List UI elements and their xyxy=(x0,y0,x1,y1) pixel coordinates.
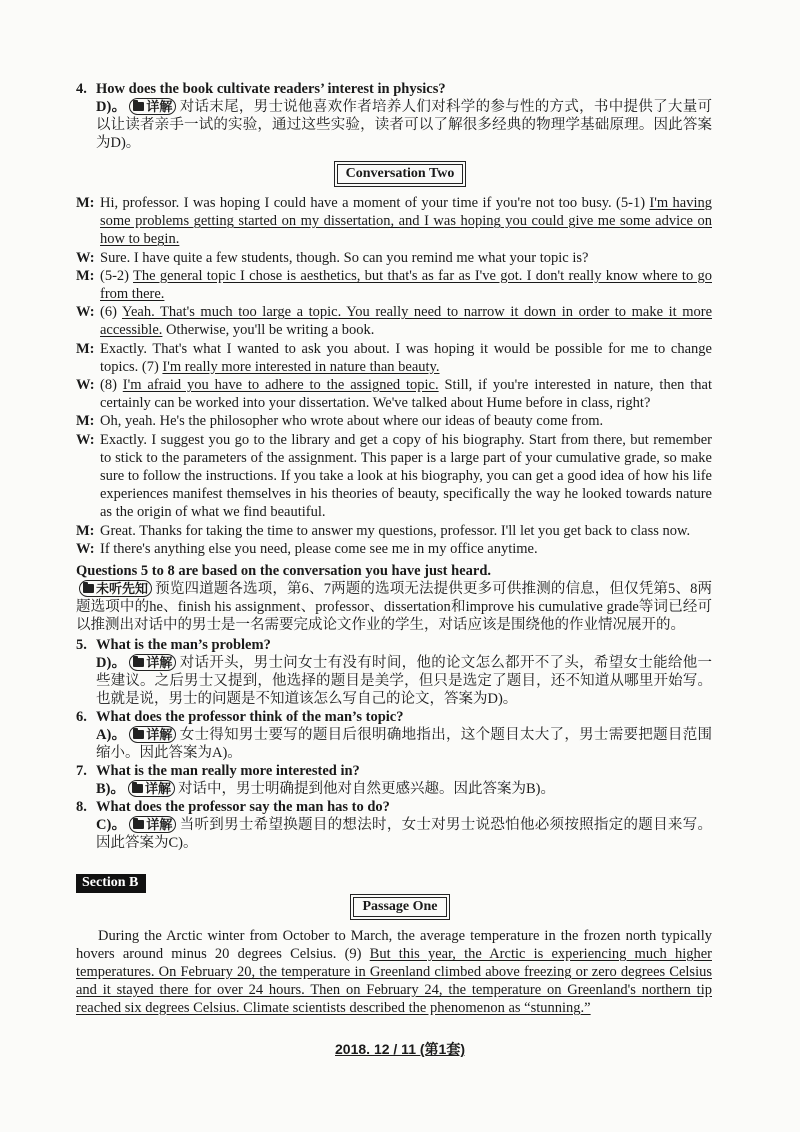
question-title xyxy=(76,762,712,780)
passage-title-text: Passage One xyxy=(353,897,446,917)
explanation-tag xyxy=(129,98,176,115)
explanation-text: 当听到男士希望换题目的想法时，女士对男士说恐怕他必须按照指定的题目来写。因此答案为C)。 xyxy=(96,817,712,852)
dialogue-line xyxy=(76,303,712,339)
answer-letter: D)。 xyxy=(96,99,127,115)
text-segment: Hi, professor. I was hoping I could have a moment of your time if you're not too busy. (5-1) xyxy=(100,195,650,211)
question-number: 6. xyxy=(76,709,87,726)
question-item xyxy=(76,762,712,798)
speaker-label: M: xyxy=(76,340,95,357)
explanation-text: 对话开头，男士问女士有没有时间，他的论文怎么都开不了头，希望女士能给他一些建议。之后男士又提到，他选择的题目是美学，但只是选定了题目，还不知道从哪里开始写。也就是说，男士的问题是不知道该怎么写自己的论文，答案为D)。 xyxy=(96,655,712,708)
answer-letter: D)。 xyxy=(96,655,127,672)
dialogue-line xyxy=(76,431,712,522)
dialogue-text xyxy=(100,303,712,339)
answer-explanation xyxy=(76,780,712,798)
folder-icon xyxy=(133,820,144,829)
speaker-label: M: xyxy=(76,413,95,430)
underlined-text: The general topic I chose is aesthetics, but that's as far as I've got. I don't really know where to go from there. xyxy=(100,267,712,303)
tag-label: 详解 xyxy=(145,781,172,797)
questions-section xyxy=(76,562,712,852)
underlined-text: I'm having some problems getting started on my dissertation, and I was hoping you could give me some advice on how to begin. xyxy=(100,195,712,248)
underlined-text: Yeah. That's much too large a topic. You really need to narrow it down in order to make it more accessible. xyxy=(100,304,713,339)
passage-title xyxy=(0,897,800,917)
folder-icon xyxy=(132,784,143,793)
question-number: 8. xyxy=(76,799,87,816)
dialogue-line xyxy=(76,249,712,267)
question-number: 4. xyxy=(76,81,87,97)
underlined-text: I'm really more interested in nature than beauty. xyxy=(162,358,440,375)
questions-intro: Questions 5 to 8 are based on the conversation you have just heard. xyxy=(76,563,492,580)
text-segment: Exactly. I suggest you go to the library and get a copy of his biography. Start from there, but remember to stick to the parameters of the assignment. This paper is a large part of your cumulative grade, so make sure to follow the instructions. If you take a look at his biography, you can get a good idea of how his life experiences manifest themselves in his theories of beauty, specifically the way he looked towards nature as the origin of what we find beautiful. xyxy=(100,431,712,521)
question-4 xyxy=(76,80,712,152)
dialogue-text xyxy=(100,431,712,522)
folder-icon xyxy=(133,730,144,739)
text-segment: (5-2) xyxy=(100,267,134,284)
question-text: What is the man’s problem? xyxy=(96,637,271,654)
dialogue-line xyxy=(76,194,712,249)
folder-icon xyxy=(83,584,94,593)
answer-explanation xyxy=(76,816,712,852)
dialogue-text xyxy=(100,340,712,376)
preview-text: 预览四道题各选项，第6、7两题的选项无法提供更多可供推测的信息，但仅凭第5、8两题选项中的he、finish his assignment、professor、dissertation和improve his cumulative grade等词已经可以推测出对话中的男士是一名需要完成论文作业的学生，对话应该是围绕他的作业情况展开的。 xyxy=(76,581,712,634)
explanation-text: 对话中，男士明确提到他对自然更感兴趣。因此答案为B)。 xyxy=(178,781,556,798)
text-segment: Sure. I have quite a few students, though. So can you remind me what your topic is? xyxy=(100,249,589,266)
question-item xyxy=(76,636,712,708)
dialogue-line xyxy=(76,540,712,558)
answer-letter: B)。 xyxy=(96,781,125,798)
question-number: 5. xyxy=(76,637,87,654)
explanation-tag xyxy=(129,654,176,671)
underlined-text: But this year, the Arctic is experiencing much higher temperatures. On February 20, the temperature in Greenland climbed above freezing or zero degrees Celsius and it stayed there for over 24 hours. Then on February 24, the temperature on Greenland's northern tip reached six degrees Celsius. Climate scientists described the phenomenon as “stunning.” xyxy=(76,946,712,1017)
section-b-label: Section B xyxy=(76,874,146,893)
speaker-label: M: xyxy=(76,195,95,211)
speaker-label: W: xyxy=(76,431,95,448)
text-segment: Great. Thanks for taking the time to answer my questions, professor. I'll let you get back to class now. xyxy=(100,522,691,539)
dialogue-transcript xyxy=(76,194,712,558)
speaker-label: M: xyxy=(76,522,95,539)
dialogue-line xyxy=(76,376,712,412)
tag-label: 未听先知 xyxy=(96,581,149,597)
speaker-label: W: xyxy=(76,540,95,557)
text-segment: If there's anything else you need, please come see me in my office anytime. xyxy=(100,540,538,557)
dialogue-text xyxy=(100,412,712,430)
question-item xyxy=(76,708,712,762)
question-item xyxy=(76,798,712,852)
question-text: What does the professor think of the man’s topic? xyxy=(96,709,404,726)
dialogue-line xyxy=(76,267,712,303)
explanation-tag xyxy=(129,726,176,743)
question-text: How does the book cultivate readers’ interest in physics? xyxy=(96,81,446,97)
explanation-tag xyxy=(128,780,175,797)
explanation-text: 女士得知男士要写的题目后很明确地指出，这个题目太大了，男士需要把题目范围缩小。因此答案为A)。 xyxy=(96,727,712,762)
answer-letter: A)。 xyxy=(96,727,127,744)
text-segment: Still, if you're interested in nature, then that certainly can be worked into your dissertation. We've talked about Hume before in class, right? xyxy=(100,377,712,412)
speaker-label: W: xyxy=(76,304,95,321)
question-title xyxy=(76,708,712,726)
dialogue-text xyxy=(100,267,712,303)
answer-explanation xyxy=(76,654,712,708)
tag-label: 详解 xyxy=(146,817,173,833)
text-segment: (8) xyxy=(100,377,123,394)
dialogue-line xyxy=(76,340,712,376)
page-footer xyxy=(0,1039,800,1059)
explanation-text: 对话末尾，男士说他喜欢作者培养人们对科学的参与性的方式，书中提供了大量可以让读者亲手一试的实验，通过这些实验，读者可以了解很多经典的物理学基础原理。因此答案为D)。 xyxy=(96,99,712,151)
conversation-title-text: Conversation Two xyxy=(337,164,464,184)
conversation-title xyxy=(0,164,800,184)
answer-explanation xyxy=(76,726,712,762)
speaker-label: M: xyxy=(76,267,95,284)
tag-label: 详解 xyxy=(146,727,173,743)
text-segment: During the Arctic winter from October to March, the average temperature in the frozen north typically hovers around minus 20 degrees Celsius. (9) xyxy=(76,928,712,963)
text-segment: Oh, yeah. He's the philosopher who wrote about where our ideas of beauty come from. xyxy=(100,413,604,430)
dialogue-text xyxy=(100,249,712,267)
dialogue-text xyxy=(100,540,712,558)
footer-text: 2018. 12 / 11 (第1套) xyxy=(335,1041,465,1058)
underlined-text: I'm afraid you have to adhere to the assigned topic. xyxy=(122,377,439,394)
question-number: 7. xyxy=(76,763,87,780)
question-text: What does the professor say the man has to do? xyxy=(96,799,390,816)
speaker-label: W: xyxy=(76,249,95,266)
text-segment: (6) xyxy=(100,304,122,321)
dialogue-line xyxy=(76,412,712,430)
tag-label: 详解 xyxy=(146,655,173,671)
tag-label: 详解 xyxy=(146,99,173,114)
folder-icon xyxy=(133,658,144,667)
text-segment: Otherwise, you'll be writing a book. xyxy=(162,322,375,339)
dialogue-text xyxy=(100,376,712,412)
question-title xyxy=(76,798,712,816)
question-text: What is the man really more interested in? xyxy=(96,763,360,780)
dialogue-text xyxy=(100,194,712,249)
preview-tag xyxy=(79,580,152,597)
text-segment: Exactly. That's what I wanted to ask you about. I was hoping it would be possible for me to change topics. (7) xyxy=(100,340,712,375)
dialogue-text xyxy=(100,522,712,540)
speaker-label: W: xyxy=(76,377,95,394)
answer-letter: C)。 xyxy=(96,817,127,834)
passage-text xyxy=(76,927,712,1017)
question-title xyxy=(76,636,712,654)
explanation-tag xyxy=(129,816,176,833)
dialogue-line xyxy=(76,522,712,540)
folder-icon xyxy=(133,102,144,111)
